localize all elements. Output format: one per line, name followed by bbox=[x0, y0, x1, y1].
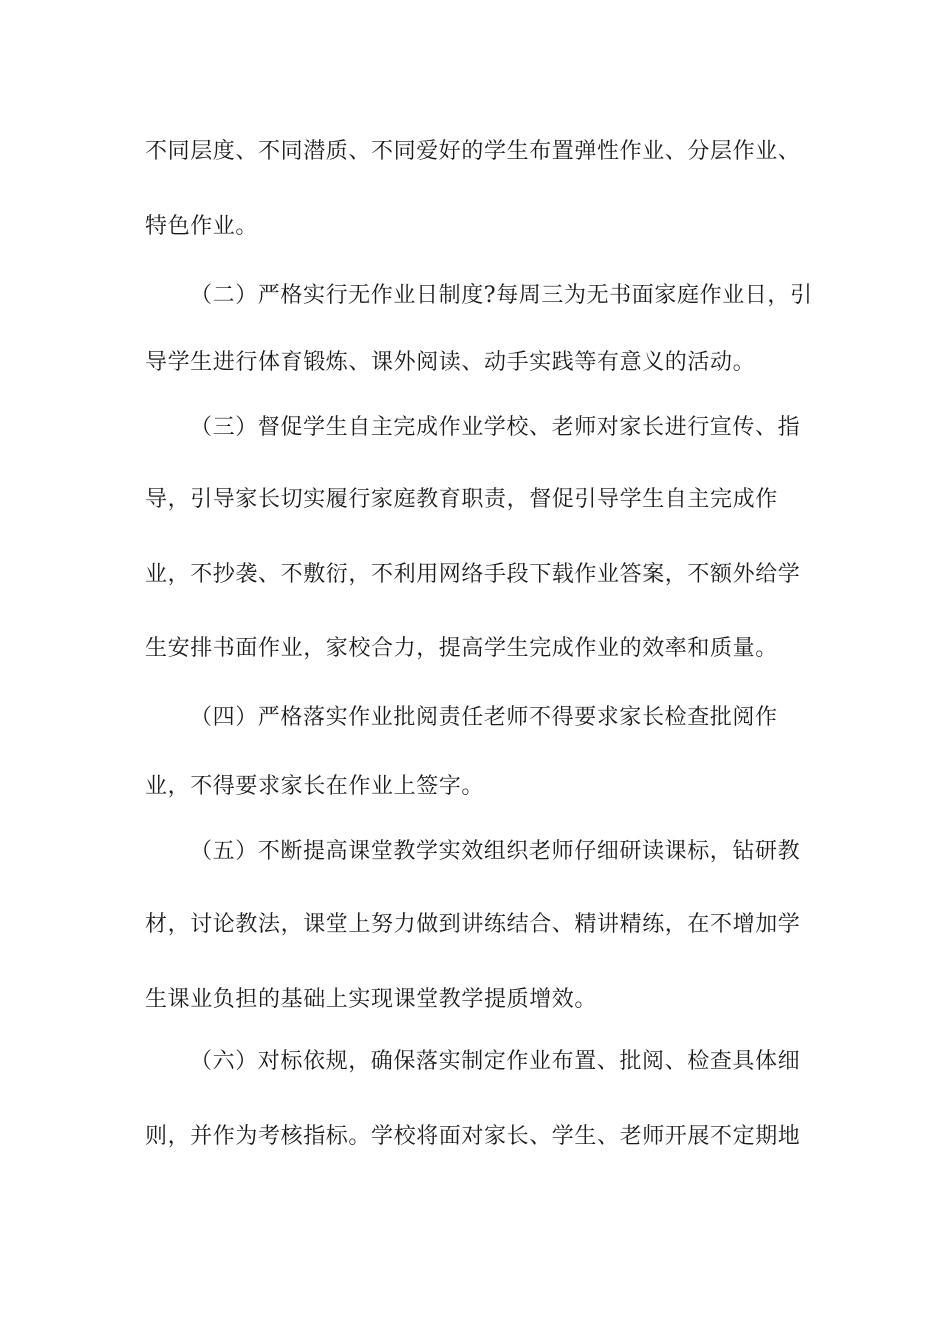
paragraph-3-heading-line: （三）督促学生自主完成作业学校、老师对家长进行宣传、指 bbox=[190, 415, 801, 440]
paragraph-6-heading-line: （六）对标依规，确保落实制定作业布置、批阅、检查具体细 bbox=[190, 1049, 801, 1074]
text-line: 导，引导家长切实履行家庭教育职责，督促引导学生自主完成作 bbox=[145, 487, 778, 512]
text-line: 材，讨论教法，课堂上努力做到讲练结合、精讲精练，在不增加学 bbox=[145, 912, 801, 937]
paragraph-5-heading-line: （五）不断提高课堂教学实效组织老师仔细研读课标，钻研教 bbox=[190, 839, 801, 864]
text-line: 业，不得要求家长在作业上签字。 bbox=[145, 774, 485, 799]
text-line: 则，并作为考核指标。学校将面对家长、学生、老师开展不定期地 bbox=[145, 1124, 801, 1149]
paragraph-4-heading-line: （四）严格落实作业批阅责任老师不得要求家长检查批阅作 bbox=[190, 705, 778, 730]
text-line: 特色作业。 bbox=[145, 214, 259, 239]
text-line: 业，不抄袭、不敷衍，不利用网络手段下载作业答案，不额外给学 bbox=[145, 562, 801, 587]
text-line: 不同层度、不同潜质、不同爱好的学生布置弹性作业、分层作业、 bbox=[145, 139, 801, 164]
paragraph-2-heading-line: （二）严格实行无作业日制度?每周三为无书面家庭作业日，引 bbox=[190, 283, 813, 308]
text-line: 生课业负担的基础上实现课堂教学提质增效。 bbox=[145, 987, 598, 1012]
text-line: 导学生进行体育锻炼、课外阅读、动手实践等有意义的活动。 bbox=[145, 350, 756, 375]
text-line: 生安排书面作业，家校合力，提高学生完成作业的效率和质量。 bbox=[145, 636, 778, 661]
